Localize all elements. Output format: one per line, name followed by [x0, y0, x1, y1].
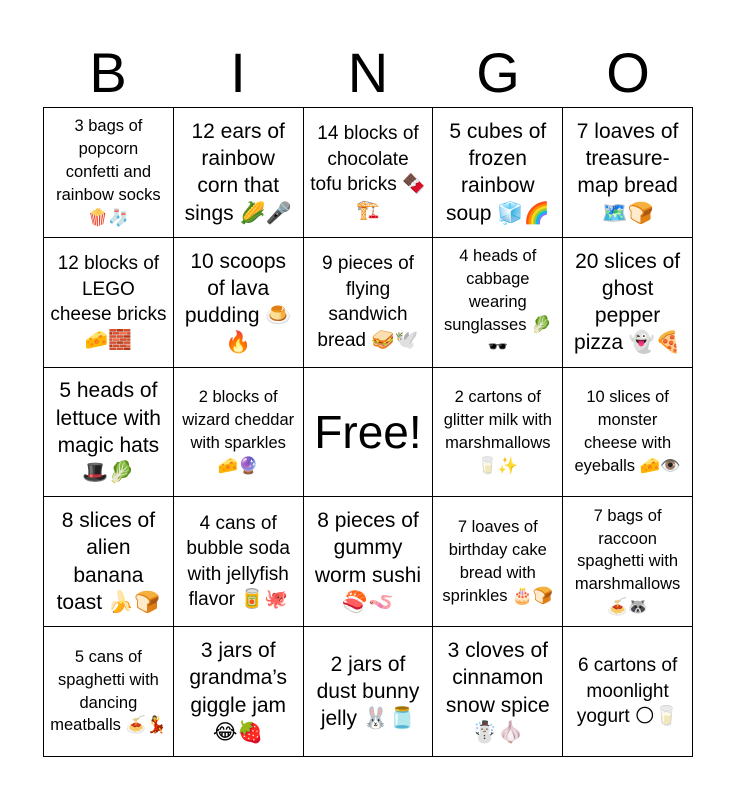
bingo-cell-text: 2 jars of dust bunny jelly 🐰🫙: [316, 652, 420, 731]
bingo-cell-r2-c2[interactable]: [174, 238, 304, 368]
header-letter-n: N: [347, 41, 389, 104]
bingo-cell-text: 4 heads of cabbage wearing sunglasses 🥬🕶️: [443, 247, 552, 357]
header-letter-i: I: [230, 41, 246, 104]
bingo-cell-r2-c3[interactable]: [304, 238, 434, 368]
bingo-cell-r4-c4[interactable]: [433, 497, 563, 627]
bingo-cell-text: 2 cartons of glitter milk with marshmallows 🥛✨: [443, 388, 552, 475]
bingo-cell-text: 5 cans of spaghetti with dancing meatballs 🍝💃: [50, 648, 167, 735]
bingo-cell-r3-c2[interactable]: [174, 368, 304, 498]
bingo-cell-text: 5 cubes of frozen rainbow soup 🧊🌈: [445, 119, 550, 225]
bingo-cell-r1-c2[interactable]: [174, 108, 304, 238]
bingo-cell-r2-c4[interactable]: [433, 238, 563, 368]
bingo-board: [43, 107, 693, 757]
bingo-cell-text: 8 pieces of gummy worm sushi 🍣🪱: [314, 509, 422, 615]
bingo-cell-r4-c2[interactable]: [174, 497, 304, 627]
bingo-cell-r3-c5[interactable]: [563, 368, 693, 498]
bingo-cell-r1-c3[interactable]: [304, 108, 434, 238]
bingo-free-text: Free!: [314, 405, 422, 458]
bingo-free-space[interactable]: [304, 368, 434, 498]
bingo-cell-text: 3 bags of popcorn confetti and rainbow socks 🍿🧦: [56, 117, 161, 227]
bingo-cell-r3-c1[interactable]: [44, 368, 174, 498]
bingo-cell-text: 8 slices of alien banana toast 🍌🍞: [56, 509, 161, 615]
bingo-cell-text: 7 loaves of treasure-map bread 🗺️🍞: [576, 119, 679, 225]
bingo-cell-text: 7 bags of raccoon spaghetti with marshmallows 🍝🦝: [574, 506, 681, 616]
bingo-cell-text: 7 loaves of birthday cake bread with sprinkles 🎂🍞: [442, 518, 554, 605]
bingo-header: [43, 38, 693, 108]
bingo-cell-text: 5 heads of lettuce with magic hats 🎩🥬: [55, 379, 161, 485]
bingo-cell-text: 12 ears of rainbow corn that sings 🌽🎤: [184, 119, 292, 225]
bingo-cell-r4-c3[interactable]: [304, 497, 434, 627]
header-letter-g: G: [476, 41, 520, 104]
bingo-cell-r2-c5[interactable]: [563, 238, 693, 368]
bingo-cell-r4-c5[interactable]: [563, 497, 693, 627]
bingo-cell-text: 3 cloves of cinnamon snow spice ☃️🧄: [445, 639, 550, 744]
bingo-cell-text: 10 scoops of lava pudding 🍮🔥: [184, 249, 292, 355]
bingo-cell-text: 14 blocks of chocolate tofu bricks 🍫🏗️: [310, 123, 426, 221]
bingo-cell-r5-c3[interactable]: [304, 627, 434, 757]
bingo-cell-text: 10 slices of monster cheese with eyeballs 🧀👁️: [574, 388, 681, 475]
bingo-cell-r1-c5[interactable]: [563, 108, 693, 238]
bingo-cell-text: 4 cans of bubble soda with jellyfish flavor 🥫🐙: [186, 512, 290, 611]
bingo-cell-r5-c1[interactable]: [44, 627, 174, 757]
bingo-cell-r5-c2[interactable]: [174, 627, 304, 757]
bingo-cell-r5-c5[interactable]: [563, 627, 693, 757]
bingo-cell-text: 9 pieces of flying sandwich bread 🥪🕊️: [317, 253, 419, 351]
bingo-cell-r5-c4[interactable]: [433, 627, 563, 757]
bingo-cell-r3-c4[interactable]: [433, 368, 563, 498]
bingo-cell-r1-c1[interactable]: [44, 108, 174, 238]
header-letter-b: B: [89, 41, 127, 104]
bingo-cell-text: 3 jars of grandma’s giggle jam 😂🍓: [189, 639, 288, 744]
bingo-cell-r4-c1[interactable]: [44, 497, 174, 627]
bingo-cell-r2-c1[interactable]: [44, 238, 174, 368]
bingo-cell-text: 20 slices of ghost pepper pizza 👻🍕: [574, 249, 682, 355]
header-letter-o: O: [606, 41, 650, 104]
bingo-cell-text: 2 blocks of wizard cheddar with sparkles 🧀🔮: [182, 388, 295, 475]
bingo-cell-text: 6 cartons of moonlight yogurt 🌕🥛: [576, 655, 679, 728]
bingo-cell-r1-c4[interactable]: [433, 108, 563, 238]
bingo-cell-text: 12 blocks of LEGO cheese bricks 🧀🧱: [50, 253, 167, 351]
